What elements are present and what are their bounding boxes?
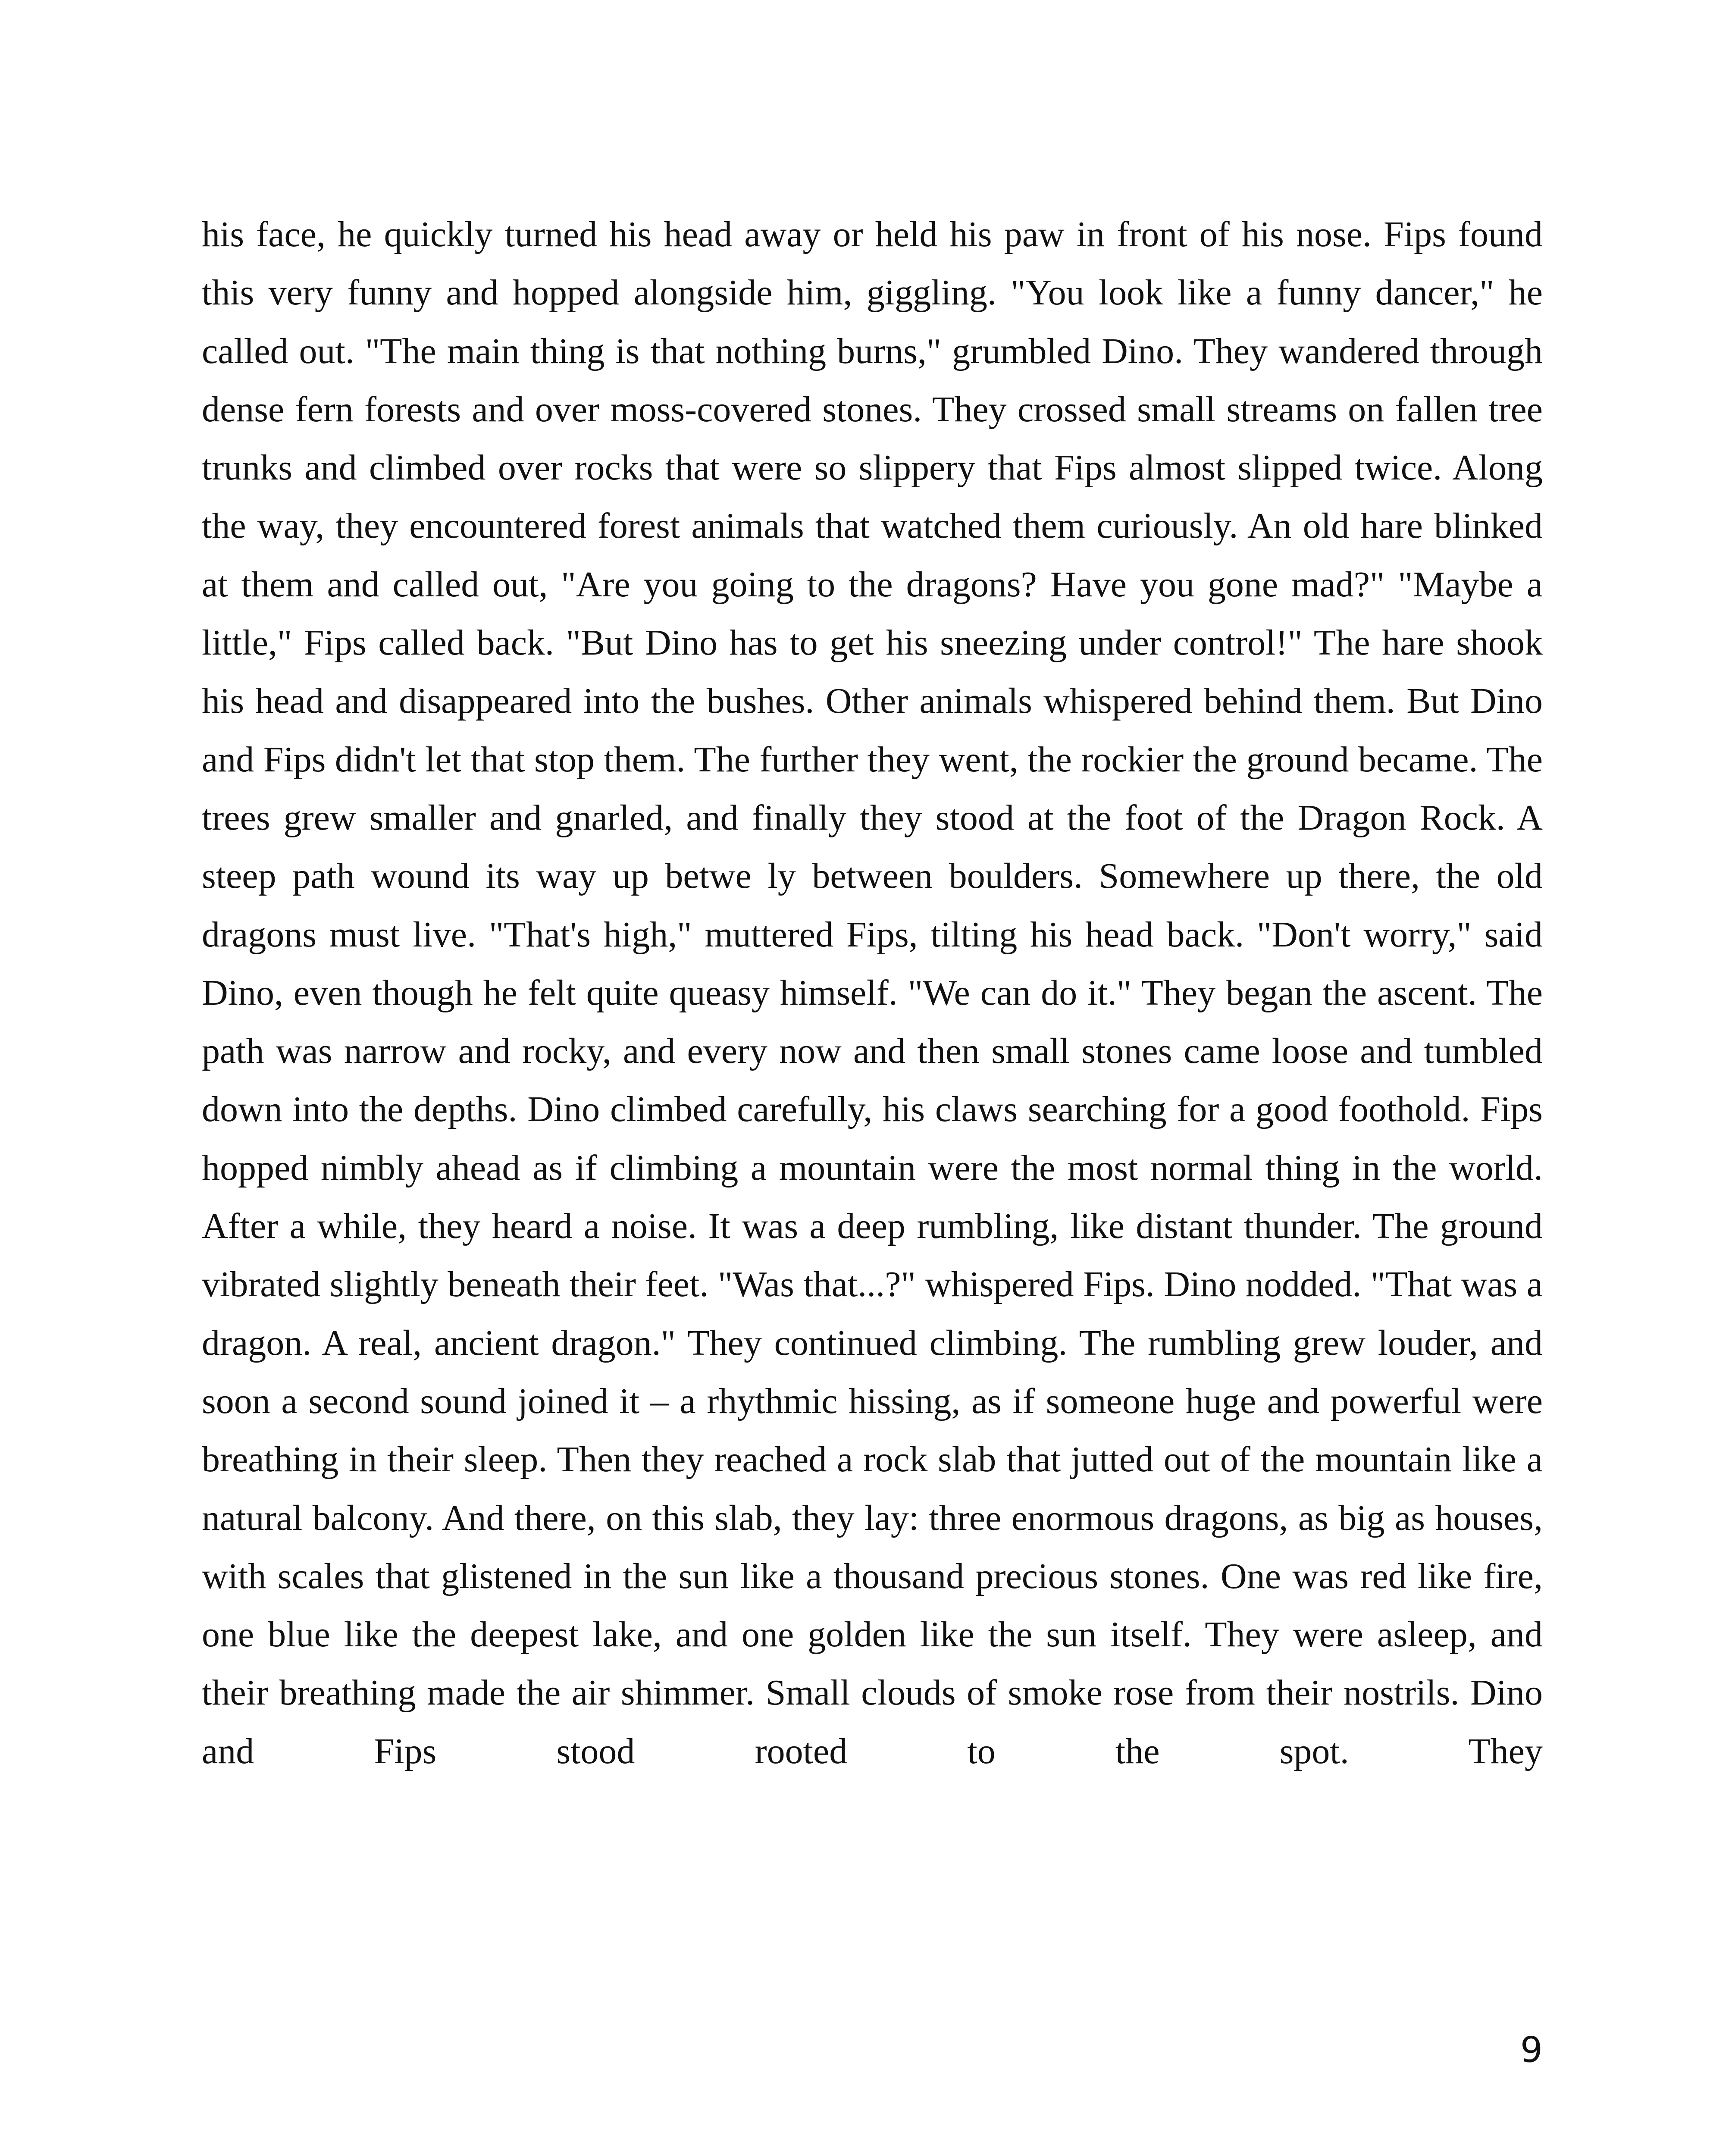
page-number: 9 [1520, 2030, 1543, 2071]
body-paragraph: his face, he quickly turned his head away or held his paw in front of his nose. Fips found this very funny and hopped alongside him, giggling. "You look like a funny dancer," he called out. "The main thing is that nothing burns," grumbled Dino. They wandered through dense fern forests and over moss-covered stones. They crossed small streams on fallen tree trunks and climbed over rocks that were so slippery that Fips almost slipped twice. Along the way, they encountered forest animals that watched them curiously. An old hare blinked at them and called out, "Are you going to the dragons? Have you gone mad?" "Maybe a little," Fips called back. "But Dino has to get his sneezing under control!" The hare shook his head and disappeared into the bushes. Other animals whispered behind them. But Dino and Fips didn't let that stop them. The further they went, the rockier the ground became. The trees grew smaller and gnarled, and finally they stood at the foot of the Dragon Rock. A steep path wound its way up betwe ly between boulders. Somewhere up there, the old dragons must live. "That's high," muttered Fips, tilting his head back. "Don't worry," said Dino, even though he felt quite queasy himself. "We can do it." They began the ascent. The path was narrow and rocky, and every now and then small stones came loose and tumbled down into the depths. Dino climbed carefully, his claws searching for a good foothold. Fips hopped nimbly ahead as if climbing a mountain were the most normal thing in the world. After a while, they heard a noise. It was a deep rumbling, like distant thunder. The ground vibrated slightly beneath their feet. "Was that...?" whispered Fips. Dino nodded. "That was a dragon. A real, ancient dragon." They continued climbing. The rumbling grew louder, and soon a second sound joined it – a rhythmic hissing, as if someone huge and powerful were breathing in their sleep. Then they reached a rock slab that jutted out of the mountain like a natural balcony. And there, on this slab, they lay: three enormous dragons, as big as houses, with scales that glistened in the sun like a thousand precious stones. One was red like fire, one blue like the deepest lake, and one golden like the sun itself. They were asleep, and their breathing made the air shimmer. Small clouds of smoke rose from their nostrils. Dino and Fips stood rooted to the spot. They [202, 214, 1543, 1771]
